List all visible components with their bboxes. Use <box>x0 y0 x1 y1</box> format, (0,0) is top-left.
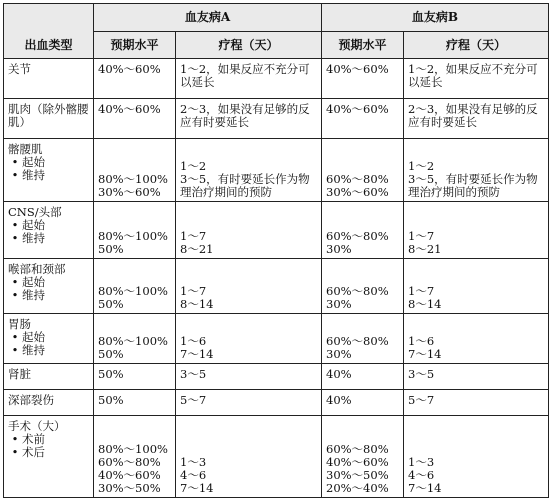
course-value: 4～6 <box>180 468 207 482</box>
table-row <box>4 364 549 390</box>
hemophilia-b-course-cell <box>404 259 549 314</box>
bleed-type-cell <box>4 416 94 498</box>
bleed-type-cell <box>4 59 94 99</box>
hemophilia-b-course-cell <box>404 364 549 390</box>
level-value: 20%～40% <box>326 481 389 495</box>
bleed-type-label: 髂腰肌 <box>8 142 43 156</box>
bleed-subtype <box>8 344 89 357</box>
hemophilia-b-level-cell <box>322 99 404 139</box>
bleed-type-label: 喉部和颈部 <box>8 262 66 276</box>
bleed-type-header: 出血类型 <box>4 4 94 59</box>
level-value: 40% <box>326 393 352 407</box>
level-value: 40% <box>326 367 352 381</box>
bleed-type-cell <box>4 99 94 139</box>
bullet-icon: • <box>11 343 19 357</box>
hemophilia-a-course-cell <box>176 390 322 416</box>
hemophilia-b-level-cell <box>322 390 404 416</box>
hemophilia-b-course-cell <box>404 99 549 139</box>
course-value: 5～7 <box>180 393 207 407</box>
hemophilia-a-course-cell <box>176 99 322 139</box>
course-value: 1～7 <box>180 284 207 298</box>
level-value: 80%～100% <box>98 334 168 348</box>
course-value: 1～2 <box>408 159 435 173</box>
course-value: 1～3 <box>180 455 207 469</box>
bleed-subtype <box>8 331 89 344</box>
course-value: 1～2，如果反应不充分可以延长 <box>180 62 310 89</box>
bleed-subtype-label: 维持 <box>22 288 45 302</box>
hemophilia-b-level-cell <box>322 314 404 364</box>
hemophilia-a-course-cell <box>176 314 322 364</box>
level-value: 50% <box>98 393 124 407</box>
bullet-icon: • <box>11 231 19 245</box>
bullet-icon: • <box>11 155 19 169</box>
course-value: 1～6 <box>180 334 207 348</box>
bullet-icon: • <box>11 445 19 459</box>
level-value: 40%～60% <box>98 468 161 482</box>
hemophilia-b-course-cell <box>404 390 549 416</box>
level-value: 80%～100% <box>98 284 168 298</box>
hemophilia-b-course-header: 疗程（天） <box>404 32 549 59</box>
hemophilia-a-course-cell <box>176 259 322 314</box>
hemophilia-a-course-header: 疗程（天） <box>176 32 322 59</box>
course-value: 2～3，如果没有足够的反应有时要延长 <box>408 102 538 129</box>
course-value: 8～21 <box>180 242 214 256</box>
table-body <box>4 59 549 498</box>
course-value: 2～3，如果没有足够的反应有时要延长 <box>180 102 310 129</box>
level-value: 60%～80% <box>326 229 389 243</box>
bleed-subtype <box>8 219 89 232</box>
table-row <box>4 59 549 99</box>
bleed-subtype-label: 术后 <box>22 445 45 459</box>
course-value: 1～7 <box>408 284 435 298</box>
course-value: 4～6 <box>408 468 435 482</box>
factor-replacement-table <box>3 3 549 498</box>
bleed-type-cell <box>4 202 94 259</box>
hemophilia-b-course-cell <box>404 314 549 364</box>
hemophilia-b-level-cell <box>322 364 404 390</box>
course-value: 1～3 <box>408 455 435 469</box>
bleed-type-cell <box>4 259 94 314</box>
hemophilia-a-level-cell <box>94 139 176 202</box>
course-value: 3～5，有时要延长作为物理治疗期间的预防 <box>180 172 310 199</box>
level-value: 40%～60% <box>326 102 389 116</box>
hemophilia-a-level-cell <box>94 259 176 314</box>
level-value: 30% <box>326 242 352 256</box>
bullet-icon: • <box>11 288 19 302</box>
course-value: 1～2 <box>180 159 207 173</box>
level-value: 30%～60% <box>326 185 389 199</box>
level-value: 50% <box>98 297 124 311</box>
hemophilia-a-course-cell <box>176 416 322 498</box>
level-value: 60%～80% <box>98 455 161 469</box>
level-value: 30% <box>326 297 352 311</box>
course-value: 1～7 <box>180 229 207 243</box>
course-value: 1～7 <box>408 229 435 243</box>
bullet-icon: • <box>11 432 19 446</box>
bleed-subtype-label: 术前 <box>22 432 45 446</box>
hemophilia-b-course-cell <box>404 59 549 99</box>
hemophilia-b-level-header: 预期水平 <box>322 32 404 59</box>
table-row <box>4 202 549 259</box>
hemophilia-a-level-cell <box>94 416 176 498</box>
bleed-subtype-label: 维持 <box>22 231 45 245</box>
level-value: 30%～60% <box>98 185 161 199</box>
bullet-icon: • <box>11 168 19 182</box>
bleed-subtype-label: 起始 <box>22 275 45 289</box>
bullet-icon: • <box>11 330 19 344</box>
bleed-subtype <box>8 433 89 446</box>
level-value: 50% <box>98 367 124 381</box>
bleed-type-cell <box>4 139 94 202</box>
hemophilia-a-level-header: 预期水平 <box>94 32 176 59</box>
bleed-type-label: 深部裂伤 <box>8 393 54 407</box>
bleed-type-label: 肾脏 <box>8 367 31 381</box>
level-value: 50% <box>98 347 124 361</box>
level-value: 40%～60% <box>98 102 161 116</box>
level-value: 50% <box>98 242 124 256</box>
level-value: 60%～80% <box>326 442 389 456</box>
bleed-subtype <box>8 169 89 182</box>
bleed-type-label: 肌肉（除外髂腰肌） <box>8 102 89 129</box>
table-row <box>4 99 549 139</box>
bleed-subtype <box>8 446 89 459</box>
level-value: 80%～100% <box>98 172 168 186</box>
bleed-subtype <box>8 276 89 289</box>
course-value: 1～2，如果反应不充分可以延长 <box>408 62 538 89</box>
bleed-type-label: 手术（大） <box>8 419 66 433</box>
level-value: 60%～80% <box>326 284 389 298</box>
hemophilia-b-course-cell <box>404 416 549 498</box>
hemophilia-a-level-cell <box>94 59 176 99</box>
bleed-subtype-label: 起始 <box>22 155 45 169</box>
hemophilia-a-level-cell <box>94 202 176 259</box>
hemophilia-a-level-cell <box>94 364 176 390</box>
hemophilia-b-level-cell <box>322 416 404 498</box>
table-row <box>4 390 549 416</box>
level-value: 40%～60% <box>326 62 389 76</box>
hemophilia-b-level-cell <box>322 259 404 314</box>
bullet-icon: • <box>11 218 19 232</box>
level-value: 40%～60% <box>326 455 389 469</box>
bleed-type-cell <box>4 314 94 364</box>
hemophilia-a-course-cell <box>176 364 322 390</box>
hemophilia-b-course-cell <box>404 202 549 259</box>
table-row <box>4 259 549 314</box>
course-value: 8～14 <box>408 297 442 311</box>
course-value: 7～14 <box>180 347 214 361</box>
hemophilia-a-course-cell <box>176 59 322 99</box>
course-value: 7～14 <box>180 481 214 495</box>
course-value: 3～5，有时要延长作为物理治疗期间的预防 <box>408 172 538 199</box>
bleed-subtype <box>8 232 89 245</box>
hemophilia-b-level-cell <box>322 202 404 259</box>
course-value: 1～6 <box>408 334 435 348</box>
level-value: 60%～80% <box>326 334 389 348</box>
hemophilia-a-course-cell <box>176 139 322 202</box>
bullet-icon: • <box>11 275 19 289</box>
hemophilia-a-course-cell <box>176 202 322 259</box>
bleed-subtype-label: 维持 <box>22 343 45 357</box>
bleed-type-label: 胃肠 <box>8 317 31 331</box>
table-row <box>4 139 549 202</box>
level-value: 80%～100% <box>98 442 168 456</box>
bleed-type-cell <box>4 390 94 416</box>
table-row <box>4 314 549 364</box>
hemophilia-b-header: 血友病B <box>322 4 549 32</box>
level-value: 30%～50% <box>98 481 161 495</box>
hemophilia-a-level-cell <box>94 99 176 139</box>
course-value: 8～21 <box>408 242 442 256</box>
bleed-type-cell <box>4 364 94 390</box>
hemophilia-b-course-cell <box>404 139 549 202</box>
bleed-subtype <box>8 289 89 302</box>
bleed-subtype-label: 起始 <box>22 330 45 344</box>
hemophilia-a-header: 血友病A <box>94 4 322 32</box>
table-row <box>4 416 549 498</box>
course-value: 3～5 <box>180 367 207 381</box>
hemophilia-b-level-cell <box>322 59 404 99</box>
level-value: 60%～80% <box>326 172 389 186</box>
course-value: 7～14 <box>408 347 442 361</box>
level-value: 40%～60% <box>98 62 161 76</box>
bleed-type-label: CNS/头部 <box>8 205 62 219</box>
course-value: 5～7 <box>408 393 435 407</box>
course-value: 3～5 <box>408 367 435 381</box>
level-value: 80%～100% <box>98 229 168 243</box>
bleed-subtype-label: 维持 <box>22 168 45 182</box>
level-value: 30% <box>326 347 352 361</box>
course-value: 7～14 <box>408 481 442 495</box>
bleed-subtype <box>8 156 89 169</box>
hemophilia-b-level-cell <box>322 139 404 202</box>
bleed-type-label: 关节 <box>8 62 31 76</box>
level-value: 30%～50% <box>326 468 389 482</box>
hemophilia-a-level-cell <box>94 390 176 416</box>
hemophilia-a-level-cell <box>94 314 176 364</box>
bleed-subtype-label: 起始 <box>22 218 45 232</box>
course-value: 8～14 <box>180 297 214 311</box>
